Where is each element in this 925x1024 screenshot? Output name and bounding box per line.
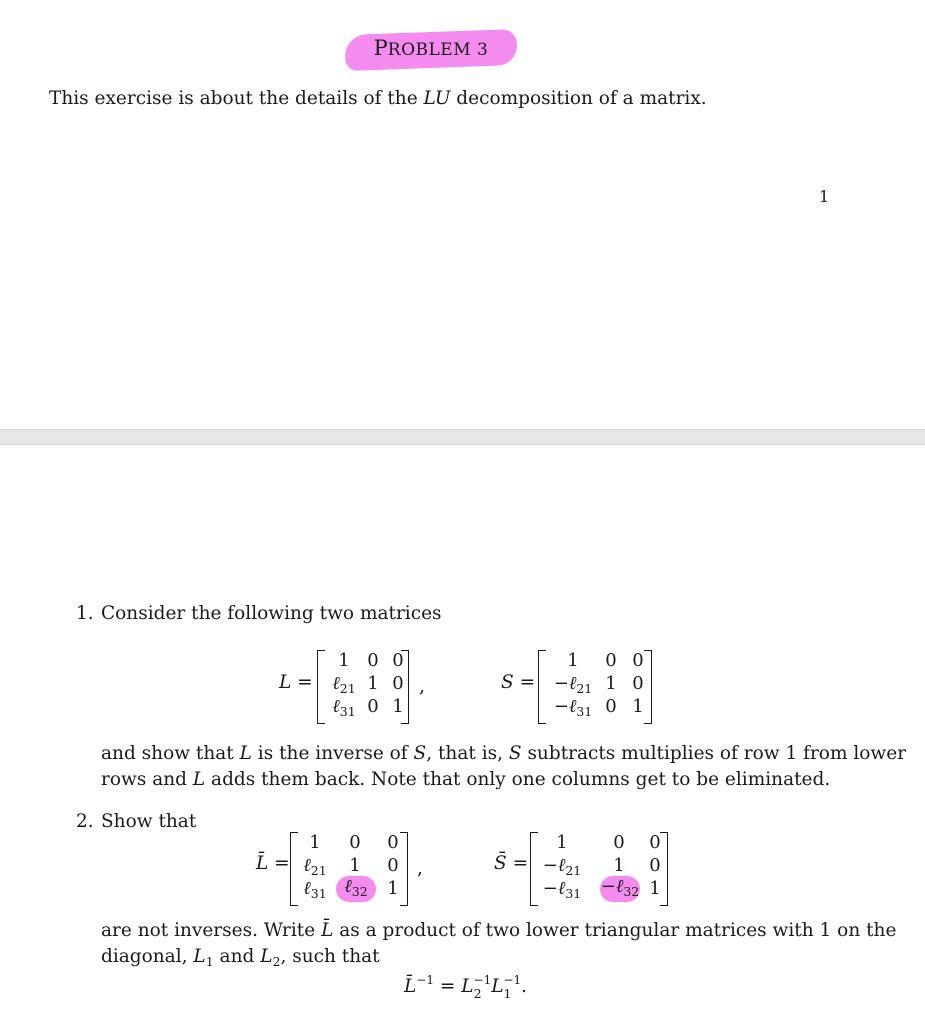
matrix-cell: 0 xyxy=(649,855,661,876)
matrix-S xyxy=(538,650,652,722)
matrix-cell: 1 xyxy=(567,650,579,671)
matrix-cell: 0 xyxy=(387,832,399,853)
inverse-equation: L̄$^{-1}$ = $L_2^{-1}L_1^{-1}$. xyxy=(404,973,528,1001)
matrix-cell: 0 xyxy=(632,673,644,694)
matrix-cell: 0 xyxy=(367,650,379,671)
matrix-Lbar-label: L̄ = xyxy=(256,853,290,874)
item1-paragraph-line1: and show that L is the inverse of S, that is, S subtracts multiplies of row 1 from lower xyxy=(101,743,907,764)
matrix-Sbar xyxy=(530,832,668,904)
matrix-cell: 0 xyxy=(387,855,399,876)
matrix-Sbar-label: S̄ = xyxy=(494,853,529,874)
matrix-cell: 1 xyxy=(387,878,399,899)
problem-title-text: PROBLEM 3 xyxy=(373,36,489,60)
matrix-Lbar-comma: , xyxy=(417,858,423,879)
matrix-cell: 0 xyxy=(392,650,404,671)
item2-number: 2. xyxy=(76,811,94,832)
matrix-cell: ℓ$_{31}$ xyxy=(303,878,327,901)
item2-paragraph-line2: diagonal, $L_1$ and $L_2$, such that xyxy=(101,946,380,969)
matrix-cell: 0 xyxy=(632,650,644,671)
matrix-cell: 1 xyxy=(338,650,350,671)
matrix-cell: 0 xyxy=(392,673,404,694)
matrix-cell: 1 xyxy=(605,673,617,694)
matrix-cell-highlighted: −ℓ$_{32}$ xyxy=(600,876,640,902)
matrix-cell: 0 xyxy=(349,832,361,853)
matrix-cell: 0 xyxy=(605,696,617,717)
footnote-number: 1 xyxy=(819,187,830,206)
item1-text: Consider the following two matrices xyxy=(101,603,442,624)
matrix-cell: 1 xyxy=(309,832,321,853)
intro-text: This exercise is about the details of the LU decomposition of a matrix. xyxy=(49,88,707,109)
matrix-cell: 0 xyxy=(613,832,625,853)
item1-number: 1. xyxy=(76,603,94,624)
matrix-cell: −ℓ$_{21}$ xyxy=(553,673,593,696)
matrix-cell: −ℓ$_{21}$ xyxy=(542,855,582,878)
matrix-L-label: L = xyxy=(279,672,313,693)
matrix-L-comma: , xyxy=(419,676,425,697)
matrix-cell: 1 xyxy=(367,673,379,694)
matrix-cell: 1 xyxy=(613,855,625,876)
item1-paragraph-line2: rows and L adds them back. Note that only one columns get to be eliminated. xyxy=(101,769,831,790)
matrix-S-label: S = xyxy=(501,672,536,693)
matrix-cell: 1 xyxy=(632,696,644,717)
matrix-cell: 1 xyxy=(349,855,361,876)
page-separator xyxy=(0,429,925,445)
matrix-cell: 0 xyxy=(605,650,617,671)
matrix-cell: 0 xyxy=(367,696,379,717)
matrix-L xyxy=(317,650,409,722)
matrix-cell: ℓ$_{21}$ xyxy=(332,673,356,696)
matrix-Lbar xyxy=(290,832,408,904)
matrix-cell: ℓ$_{31}$ xyxy=(332,696,356,719)
matrix-cell: 1 xyxy=(649,878,661,899)
matrix-cell: 0 xyxy=(649,832,661,853)
matrix-cell: ℓ$_{21}$ xyxy=(303,855,327,878)
matrix-cell: 1 xyxy=(556,832,568,853)
matrix-cell: −ℓ$_{31}$ xyxy=(553,696,593,719)
matrix-cell: 1 xyxy=(392,696,404,717)
matrix-cell: −ℓ$_{31}$ xyxy=(542,878,582,901)
matrix-cell-highlighted: ℓ$_{32}$ xyxy=(336,876,376,902)
problem-title xyxy=(345,30,517,70)
item2-text: Show that xyxy=(101,811,197,832)
item2-paragraph-line1: are not inverses. Write L̄ as a product of two lower triangular matrices with 1 on the xyxy=(101,920,897,941)
